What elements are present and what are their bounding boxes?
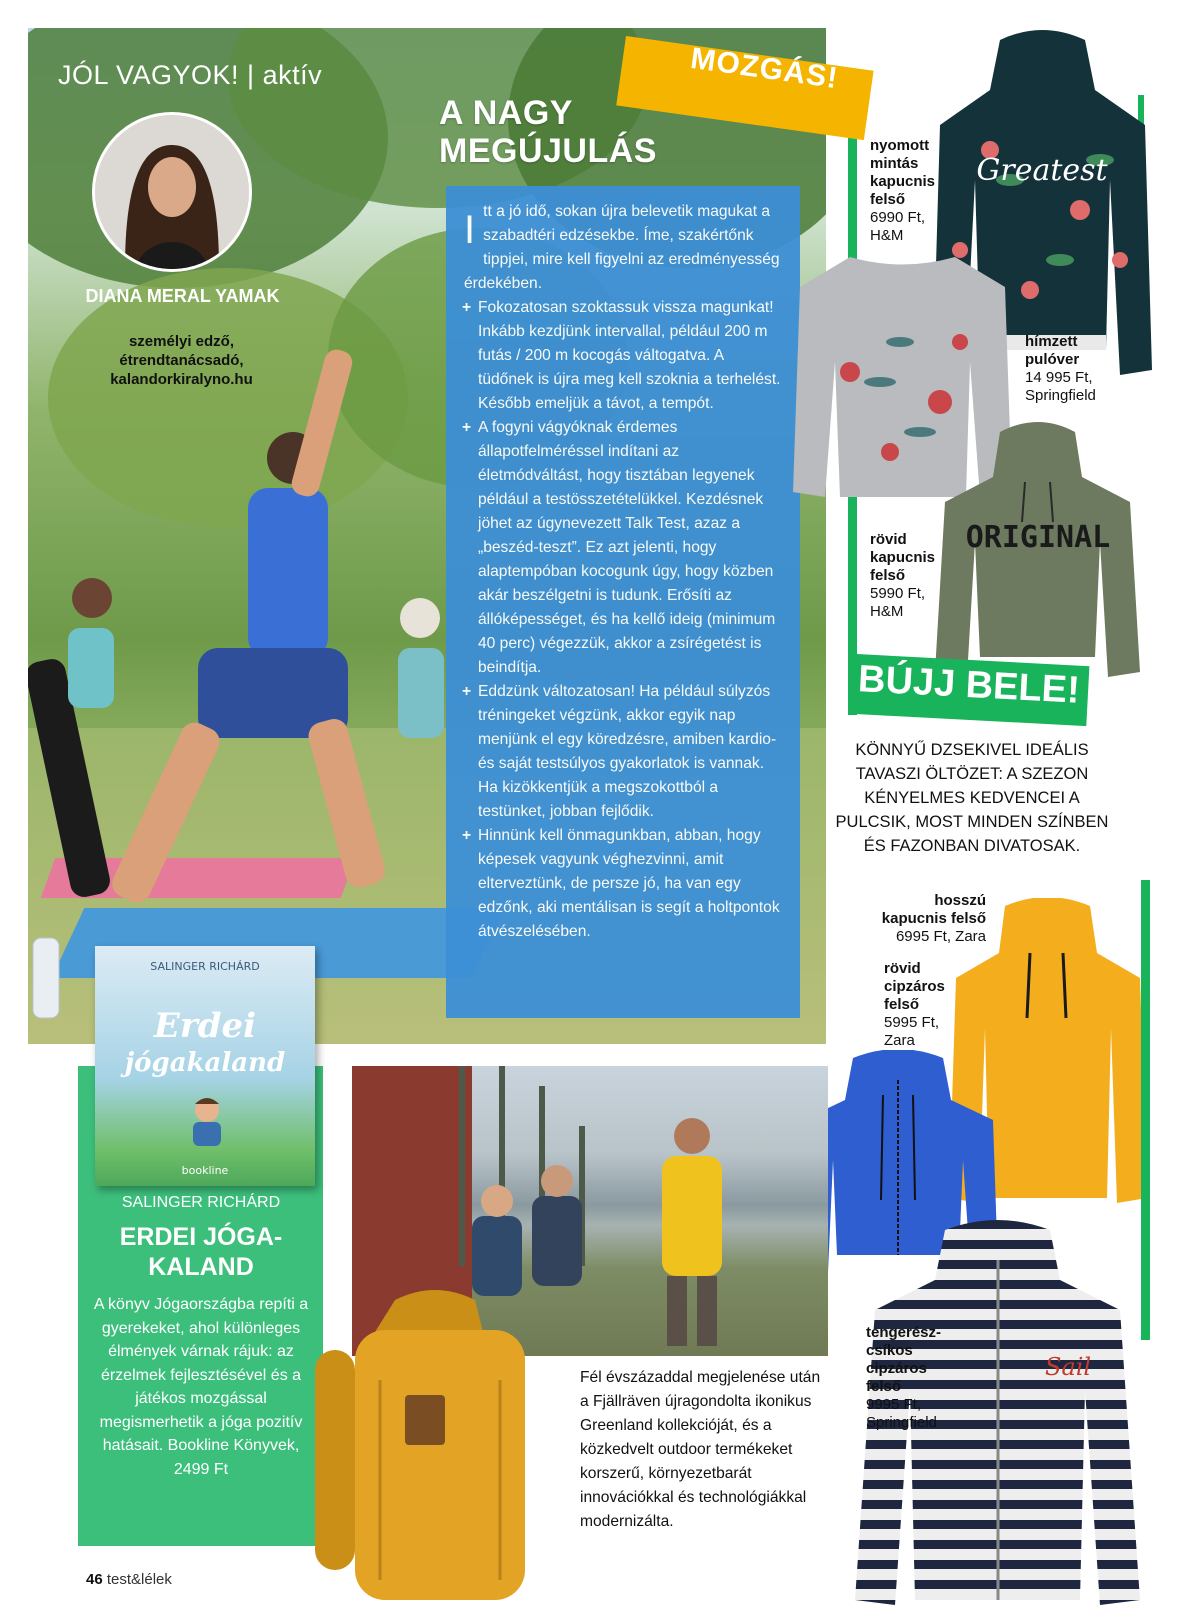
fjallraven-description: Fél évszázaddal megjelenése után a Fjällräven újragondolta ikonikus Greenland kollekcióját, és a közkedvelt outdoor termékeket korszerű, környezetbarát innovációkkal és technológiákkal modernizálta.: [580, 1369, 821, 1530]
backpack-image: [300, 1280, 570, 1610]
olive-hoodie-print: ORIGINAL: [965, 520, 1111, 555]
floral-hoodie-print: Greatest: [976, 153, 1108, 188]
book-author: SALINGER RICHÁRD: [121, 1194, 281, 1211]
article-tip: + Hinnünk kell önmagunkban, abban, hogy képesek vagyunk véghezvinni, amit elterveztünk, de persze jó, ha van egy edzőnk, aki mentálisan is segít a holtpontok átvészelésében.: [462, 827, 780, 940]
book-description: A könyv Jógaországba repíti a gyerekeket, ahol különleges élmények várnak rájuk: az érzelmek fejlesztésével és a játékos mozgással megismerhetik a jóga pozitív hatásait. Bookline Könyvek, 2499 Ft: [93, 1296, 309, 1478]
striped-hoodie-print: Sail: [1045, 1353, 1092, 1381]
bujj-bele-title: BÚJJ BELE!: [857, 658, 1081, 712]
article-tip: + Fokozatosan szoktassuk vissza magunkat! Inkább kezdjünk intervallal, például 200 m futás / 200 m kocogás váltogatva. A tüdőnek is újra meg kell szoknia a terhelést. Később emeljük a távot, a tempót.: [462, 299, 781, 412]
magazine-name: test&lélek: [106, 1571, 172, 1588]
author-portrait: [92, 112, 252, 272]
author-role: személyi edző, étrendtanácsadó, kalandorkiralyno.hu: [110, 333, 253, 388]
book-cover: SALINGER RICHÁRD Erdei jógakaland bookline: [95, 946, 315, 1186]
yoga-people-illustration: [28, 328, 488, 948]
product-label: tengerész-csíkos cipzáros felső 9995 Ft, Springfield: [866, 1324, 942, 1431]
product-label: hosszú kapucnis felső 6995 Ft, Zara: [881, 892, 986, 945]
product-label: rövid cipzáros felső 5995 Ft, Zara: [884, 960, 945, 1049]
mozgas-banner-text: MOZGÁS!: [688, 41, 841, 96]
article-tip: + A fogyni vágyóknak érdemes állapotfelméréssel indítani az életmódváltást, hogy tisztában legyenek például a testösszetételükkel. Kezdésnek jöhet az úgynevezett Talk Test, azaz a „beszéd-teszt”. Ez azt jelenti, hogy alaptempóban kocogunk úgy, hogy közben akár beszélgetni is tudunk. Erősíti az állóképességet, és ha kellő ideig (minimum 40 perc) végezzük, akkor a zsírégetést is beindítja.: [462, 419, 776, 676]
child-illustration: [185, 1096, 229, 1156]
bujj-bele-description: KÖNNYŰ DZSEKIVEL IDEÁLIS TAVASZI ÖLTÖZET: A SZEZON KÉNYELMES KEDVENCEI A PULCSIK, MOST MINDEN SZÍNBEN ÉS FAZONBAN DIVATOSAK.: [835, 741, 1109, 855]
product-label: hímzett pulóver 14 995 Ft, Springfield: [1025, 333, 1096, 404]
page-number: 46: [86, 1571, 103, 1588]
article-tip: + Eddzünk változatosan! Ha például súlyzós tréningeket végzünk, akkor egyik nap menjünk el egy köredzésre, amiben kardio- és saját testsúlyos gyakorlatok is vannak. Ha kizökkentjük a megszokottból a testünket, jobban fejlődik.: [462, 683, 777, 820]
page-footer: [86, 1571, 172, 1588]
article-intro: Itt a jó idő, sokan újra belevetik magukat a szabadtéri edzésekbe. Íme, szakértőnk tippjei, mire kell figyelni az eredményesség érdekében.: [464, 203, 780, 292]
article-title: A NAGY MEGÚJULÁS: [439, 94, 657, 170]
article-body: [446, 186, 800, 1018]
product-label: rövid kapucnis felső 5990 Ft, H&M: [870, 531, 936, 620]
book-title: ERDEI JÓGA-KALAND: [119, 1223, 283, 1281]
product-label: nyomott mintás kapucnis felső 6990 Ft, H&M: [870, 137, 936, 244]
section-label: JÓL VAGYOK! | aktív: [58, 60, 323, 90]
author-name: DIANA MERAL YAMAK: [85, 286, 280, 306]
